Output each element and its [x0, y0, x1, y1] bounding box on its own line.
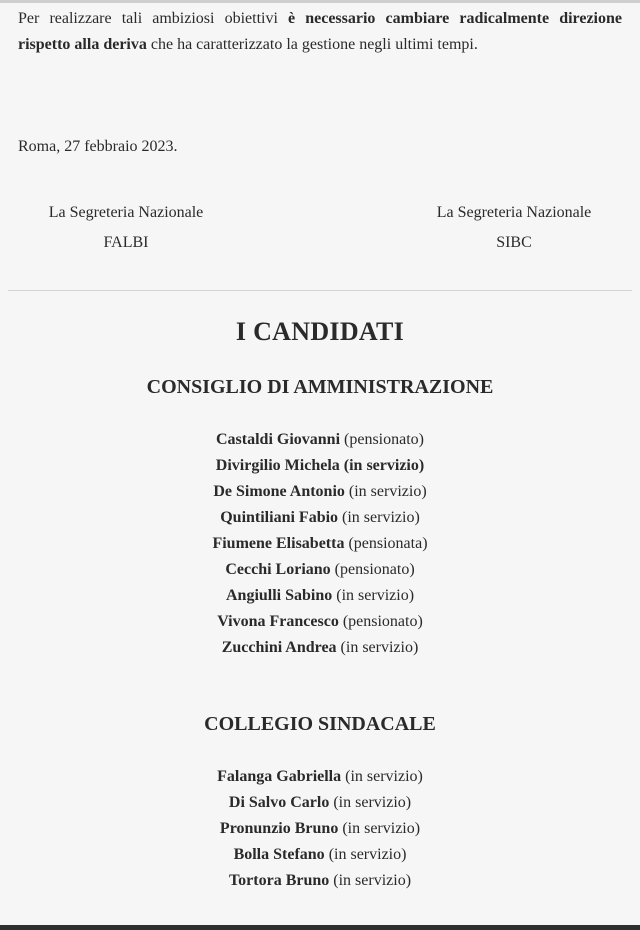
top-border — [0, 0, 640, 3]
document-date: Roma, 27 febbraio 2023. — [18, 138, 178, 155]
intro-paragraph — [18, 6, 622, 58]
candidate-status: (pensionato) — [340, 431, 424, 448]
candidate-item — [0, 764, 640, 790]
candidate-name: Tortora Bruno — [228, 872, 330, 889]
candidate-item — [0, 635, 640, 661]
candidate-status: (in servizio) — [341, 768, 423, 785]
candidate-status: (in servizio) — [329, 794, 412, 811]
candidate-name: Quintiliani Fabio — [220, 509, 339, 526]
candidate-name: Angiulli Sabino — [225, 587, 333, 604]
candidate-item — [0, 790, 640, 816]
board-candidate-list — [0, 427, 640, 661]
candidate-name: Fiumene Elisabetta — [212, 535, 345, 552]
candidate-item — [0, 842, 640, 868]
intro-text-part1: Per realizzare tali ambiziosi obiettivi — [18, 10, 289, 27]
candidate-name: De Simone Antonio — [213, 483, 345, 500]
candidate-status: (in servizio) — [336, 639, 419, 656]
section-divider — [8, 290, 632, 291]
candidate-item — [0, 816, 640, 842]
candidate-name: Bolla Stefano — [233, 846, 325, 863]
candidate-status: (in servizio) — [344, 483, 427, 500]
candidate-name: Vivona Francesco — [217, 613, 339, 630]
signature-org: SIBC — [496, 234, 532, 251]
intro-text-part2: che ha caratterizzato la gestione negli ultimi tempi. — [146, 36, 478, 53]
signature-org: FALBI — [103, 234, 149, 251]
candidate-item — [0, 583, 640, 609]
candidate-name: Falanga Gabriella — [217, 768, 342, 785]
candidate-status: (in servizio) — [338, 820, 421, 837]
signature-sibc — [404, 198, 624, 258]
auditors-heading: COLLEGIO SINDACALE — [204, 713, 436, 735]
candidate-status: (in servizio) — [332, 587, 415, 604]
page-title: I CANDIDATI — [235, 317, 405, 346]
candidate-status: (in servizio) — [329, 872, 412, 889]
candidate-status: (in servizio) — [338, 509, 420, 526]
candidate-status: (pensionata) — [344, 535, 428, 552]
signature-falbi — [16, 198, 236, 258]
bottom-border — [0, 925, 640, 930]
candidate-item — [0, 427, 640, 453]
candidate-item — [0, 557, 640, 583]
auditors-candidate-list — [0, 764, 640, 894]
board-heading: CONSIGLIO DI AMMINISTRAZIONE — [146, 376, 494, 398]
candidate-status: (pensionato) — [330, 561, 415, 578]
candidate-name: Divirgilio Michela (in servizio) — [215, 457, 425, 474]
candidate-item — [0, 479, 640, 505]
candidate-item — [0, 868, 640, 894]
candidate-status: (pensionato) — [338, 613, 423, 630]
signature-title: La Segreteria Nazionale — [48, 204, 204, 221]
candidate-name: Di Salvo Carlo — [228, 794, 330, 811]
candidate-item — [0, 531, 640, 557]
candidate-status: (in servizio) — [324, 846, 407, 863]
candidate-name: Castaldi Giovanni — [215, 431, 341, 448]
candidate-item — [0, 453, 640, 479]
candidate-item — [0, 505, 640, 531]
signature-title: La Segreteria Nazionale — [436, 204, 592, 221]
intro-bold-text: è necessario cambiare radicalmente direzione rispetto alla deriva — [18, 10, 622, 53]
candidate-name: Pronunzio Bruno — [219, 820, 339, 837]
candidate-name: Cecchi Loriano — [225, 561, 331, 578]
candidate-name: Zucchini Andrea — [221, 639, 337, 656]
candidate-item — [0, 609, 640, 635]
